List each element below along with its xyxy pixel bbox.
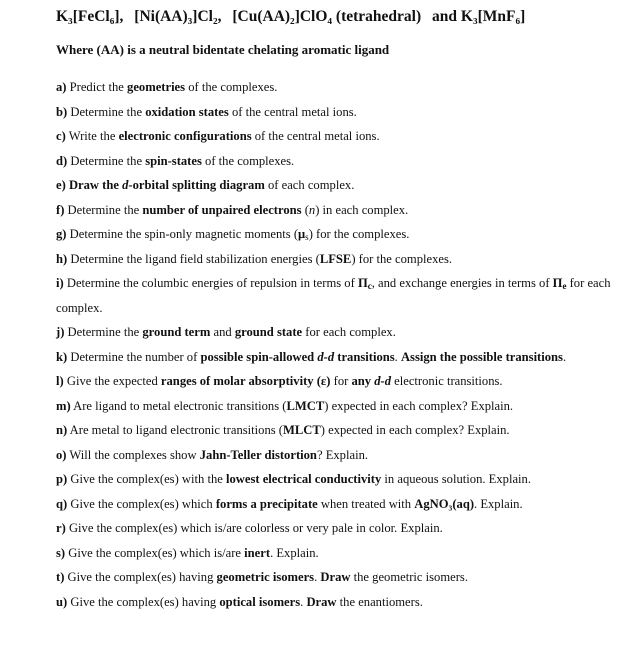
title-complex-2: [Ni(AA)₃]Cl₂, [134,8,222,25]
question-j: j) Determine the ground term and ground state for each complex. [56,325,396,339]
question-t: t) Give the complex(es) having geometric isomers. Draw the geometric isomers. [56,570,468,584]
question-p: p) Give the complex(es) with the lowest electrical conductivity in aqueous solution. Explain. [56,472,531,486]
question-o: o) Will the complexes show Jahn-Teller distortion? Explain. [56,447,369,462]
question-b: b) Determine the oxidation states of the central metal ions. [56,104,357,119]
question-a: a) Predict the geometries of the complexes. [56,80,278,94]
question-n: n) Are metal to ligand electronic transitions (MLCT) expected in each complex? Explain. [56,423,510,437]
title-complex-3: [Cu(AA)₂]ClO₄ (tetrahedral) [232,8,422,25]
question-r: r) Give the complex(es) which is/are colorless or very pale in color. Explain. [56,521,443,535]
question-e: e) Draw the d-orbital splitting diagram of each complex. [56,178,355,192]
question-f: f) Determine the number of unpaired electrons (n) in each complex. [56,202,409,217]
question-u: u) Give the complex(es) having optical isomers. Draw the enantiomers. [56,594,423,609]
question-k: k) Determine the number of possible spin-allowed d-d transitions. Assign the possible transitions. [56,349,567,364]
question-s: s) Give the complex(es) which is/are inert. Explain. [56,545,319,560]
question-q: q) Give the complex(es) which forms a precipitate when treated with AgNO₃(aq). Explain. [56,496,523,511]
question-d: d) Determine the spin-states of the complexes. [56,153,295,168]
title-complex-4: and K₃[MnF₆] [432,8,526,25]
question-m: m) Are ligand to metal electronic transitions (LMCT) expected in each complex? Explain. [56,398,514,413]
question-l: l) Give the expected ranges of molar absorptivity (ε) for any d-d electronic transitions. [56,374,503,388]
question-c: c) Write the electronic configurations of the central metal ions. [56,129,380,143]
question-i: i) Determine the columbic energies of repulsion in terms of $\Pi_c$, and exchange energies in terms of $\Pi_e$ for each complex. [56,276,611,315]
ligand-note: Where (AA) is a neutral bidentate chelating aromatic ligand [56,42,390,57]
question-h: h) Determine the ligand field stabilization energies (LFSE) for the complexes. [56,251,453,266]
question-g: g) Determine the spin-only magnetic moments $(\mu_s)$ for the complexes. [56,227,410,242]
title-complex-1: K₃[FeCl₆], [56,8,124,25]
question-list [56,75,616,614]
page-title [56,8,532,26]
